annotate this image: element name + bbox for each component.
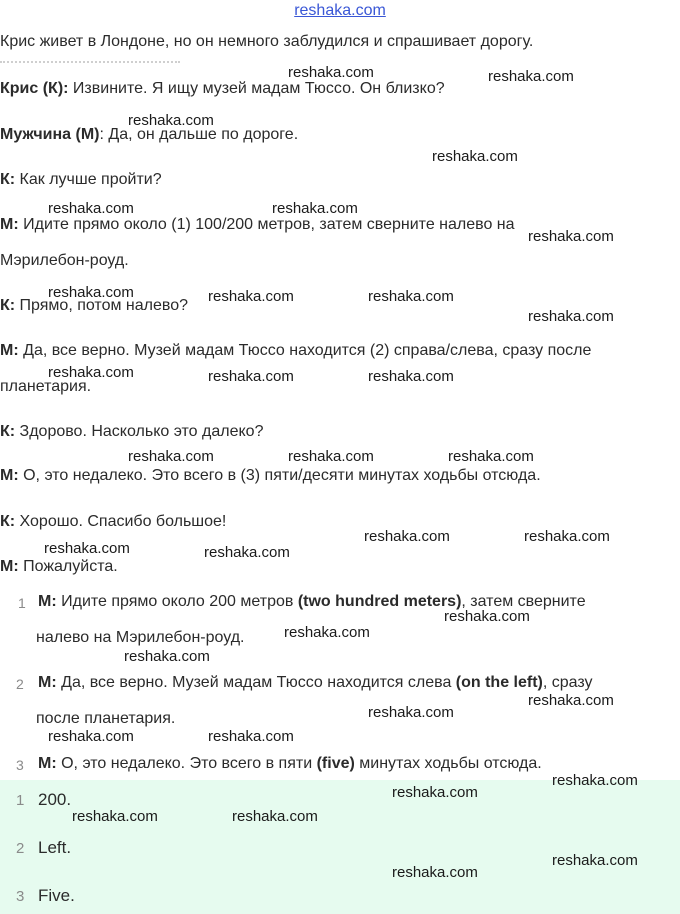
speaker: К:: [0, 513, 16, 530]
speaker: М:: [38, 755, 57, 772]
answer-text: Five.: [38, 886, 75, 905]
list-number: 2: [16, 676, 24, 692]
watermark: reshaka.com: [488, 68, 574, 85]
line-text: Здорово. Насколько это далеко?: [15, 423, 264, 440]
watermark: reshaka.com: [232, 808, 318, 825]
item-text: , сразу: [542, 674, 593, 691]
speaker: К:: [0, 171, 16, 188]
line-text: Мэрилебон-роуд.: [0, 252, 129, 269]
watermark: reshaka.com: [524, 528, 610, 545]
list-item: [38, 753, 542, 775]
speaker: М:: [0, 342, 19, 359]
watermark: reshaka.com: [128, 112, 214, 129]
watermark: reshaka.com: [392, 784, 478, 801]
item-text: Идите прямо около 200 метров: [56, 593, 298, 610]
dialogue-line: [0, 421, 263, 443]
watermark: reshaka.com: [208, 728, 294, 745]
watermark: reshaka.com: [444, 608, 530, 625]
item-text: О, это недалеко. Это всего в пяти: [56, 755, 317, 772]
watermark: reshaka.com: [528, 308, 614, 325]
line-text: О, это недалеко. Это всего в (3) пяти/десяти минутах ходьбы отсюда.: [18, 467, 541, 484]
answer-text: Left.: [38, 838, 72, 857]
speaker: М:: [38, 674, 57, 691]
answer-number: 3: [16, 888, 25, 905]
item-text: минутах ходьбы отсюда.: [354, 755, 542, 772]
line-text: : Да, он дальше по дороге.: [99, 126, 299, 143]
line-text: Прямо, потом налево?: [15, 297, 188, 314]
watermark: reshaka.com: [288, 448, 374, 465]
speaker: Мужчина (М): [0, 126, 100, 143]
list-item-continuation: налево на Мэрилебон-роуд.: [36, 629, 245, 646]
watermark: reshaka.com: [128, 448, 214, 465]
dialogue-line: [0, 78, 445, 100]
translation: (five): [316, 755, 355, 772]
site-link[interactable]: reshaka.com: [294, 2, 386, 19]
speaker: К:: [0, 423, 16, 440]
answer-text: 200.: [38, 790, 72, 809]
watermark: reshaka.com: [368, 288, 454, 305]
dialogue-line: [0, 250, 129, 272]
dialogue-line: [0, 465, 541, 487]
watermark: reshaka.com: [48, 728, 134, 745]
watermark: reshaka.com: [272, 200, 358, 217]
translation: (two hundred meters): [297, 593, 462, 610]
dialogue-line: [0, 169, 162, 191]
speaker: К:: [0, 297, 16, 314]
line-text: Пожалуйста.: [18, 558, 118, 575]
item-text: , затем сверните: [461, 593, 586, 610]
watermark: reshaka.com: [368, 704, 454, 721]
watermark: reshaka.com: [48, 284, 134, 301]
speaker: М:: [38, 593, 57, 610]
watermark: reshaka.com: [48, 364, 134, 381]
watermark: reshaka.com: [208, 368, 294, 385]
line-text: Да, все верно. Музей мадам Тюссо находится (2) справа/слева, сразу после: [18, 342, 592, 359]
line-text: планетария.: [0, 378, 92, 395]
speaker: М:: [0, 216, 19, 233]
watermark: reshaka.com: [528, 228, 614, 245]
watermark: reshaka.com: [48, 200, 134, 217]
answer-number: 2: [16, 840, 25, 857]
dialogue-line: [0, 340, 591, 362]
watermark: reshaka.com: [448, 448, 534, 465]
watermark: reshaka.com: [284, 624, 370, 641]
line-text: Как лучше пройти?: [15, 171, 162, 188]
watermark: reshaka.com: [552, 772, 638, 789]
line-text: Хорошо. Спасибо большое!: [15, 513, 227, 530]
speaker: М:: [0, 467, 19, 484]
dialogue-line: [0, 556, 118, 578]
list-item-continuation: после планетария.: [36, 710, 176, 727]
answer-number: 1: [16, 792, 25, 809]
watermark: reshaka.com: [432, 148, 518, 165]
watermark: reshaka.com: [288, 64, 374, 81]
speaker: М:: [0, 558, 19, 575]
dialogue-line: [0, 214, 515, 236]
line-text: Извините. Я ищу музей мадам Тюссо. Он близко?: [68, 80, 445, 97]
intro-text: Крис живет в Лондоне, но он немного заблудился и спрашивает дорогу.: [0, 33, 534, 50]
watermark: reshaka.com: [44, 540, 130, 557]
speaker: Крис (К):: [0, 80, 69, 97]
watermark: reshaka.com: [364, 528, 450, 545]
watermark: reshaka.com: [208, 288, 294, 305]
list-number: 1: [18, 595, 26, 611]
list-item: [38, 672, 593, 694]
answers-panel: [0, 780, 680, 914]
watermark: reshaka.com: [204, 544, 290, 561]
watermark: reshaka.com: [552, 852, 638, 869]
line-text: Идите прямо около (1) 100/200 метров, затем сверните налево на: [18, 216, 515, 233]
watermark: reshaka.com: [392, 864, 478, 881]
watermark: reshaka.com: [368, 368, 454, 385]
watermark: reshaka.com: [528, 692, 614, 709]
cropped-line: [0, 61, 180, 63]
dialogue-line: [0, 511, 226, 533]
list-number: 3: [16, 757, 24, 773]
translation: (on the left): [455, 674, 543, 691]
watermark: reshaka.com: [72, 808, 158, 825]
watermark: reshaka.com: [124, 648, 210, 665]
item-text: Да, все верно. Музей мадам Тюссо находится слева: [56, 674, 456, 691]
